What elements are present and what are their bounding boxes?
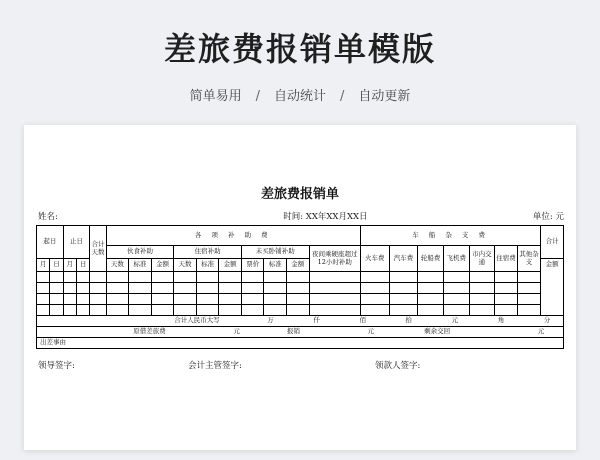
header-total: 合计 bbox=[541, 226, 564, 259]
template-preview-card bbox=[24, 125, 576, 450]
table-row bbox=[37, 283, 564, 294]
refund-yuan: 元 bbox=[537, 327, 545, 336]
rmb-total-label: 合计人民币大写 bbox=[174, 316, 220, 325]
header-ship: 轮船费 bbox=[418, 246, 444, 272]
header-total-days: 合计天数 bbox=[90, 226, 106, 272]
purpose-label: 出差事由 bbox=[37, 338, 564, 349]
header-bus: 汽车费 bbox=[389, 246, 418, 272]
header-plane: 飞机费 bbox=[443, 246, 469, 272]
purpose-row bbox=[37, 338, 564, 349]
unit-wan: 万 bbox=[267, 316, 274, 325]
table-row bbox=[37, 272, 564, 283]
header-lodging: 住宿补助 bbox=[174, 246, 242, 259]
header-sleeper: 未买卧铺补助 bbox=[241, 246, 309, 259]
header-ship-car: 车 船 杂 支 费 bbox=[360, 226, 540, 246]
table-row bbox=[37, 294, 564, 305]
advance-yuan: 元 bbox=[233, 327, 240, 336]
unit-label: 单位: 元 bbox=[532, 212, 564, 222]
name-label: 姓名: bbox=[38, 212, 58, 222]
tagline-separator: / bbox=[340, 89, 345, 104]
header-meal-standard: 标准 bbox=[129, 259, 152, 272]
expense-table bbox=[36, 225, 564, 349]
unit-jiao: 角 bbox=[497, 316, 505, 325]
header-train: 火车费 bbox=[360, 246, 389, 272]
header-misc: 其他杂支 bbox=[517, 246, 541, 272]
header-hotel: 住宿费 bbox=[495, 246, 518, 272]
header-end: 止日 bbox=[63, 226, 90, 259]
unit-qian: 仟 bbox=[313, 316, 320, 325]
unit-yuan: 元 bbox=[451, 316, 459, 325]
accountant-signature-label: 会计主管签字: bbox=[188, 361, 242, 371]
unit-shi: 拾 bbox=[405, 316, 413, 325]
tagline-easy: 简单易用 bbox=[189, 89, 242, 104]
header-start: 起日 bbox=[37, 226, 64, 259]
header-sleeper-ticket: 票价 bbox=[241, 259, 264, 272]
leader-signature-label: 领导签字: bbox=[38, 361, 75, 371]
tagline-auto-update: 自动更新 bbox=[358, 89, 411, 104]
form-title: 差旅费报销单 bbox=[260, 187, 339, 202]
header-lodging-days: 天数 bbox=[174, 259, 197, 272]
header-meal: 伙食补助 bbox=[106, 246, 174, 259]
header-lodging-standard: 标准 bbox=[196, 259, 219, 272]
refund-label: 剩余交回 bbox=[424, 327, 451, 336]
page-title: 差旅费报销单模版 bbox=[163, 30, 436, 68]
form-info-row bbox=[36, 210, 564, 222]
time-label: 时间: XX年XX月XX日 bbox=[283, 212, 368, 222]
header-total-amount: 金额 bbox=[541, 259, 564, 316]
reimburse-yuan: 元 bbox=[367, 327, 375, 336]
rmb-total-row bbox=[37, 316, 564, 327]
reimburse-label: 报销 bbox=[286, 327, 300, 336]
receiver-signature-label: 领款人签字: bbox=[375, 361, 421, 371]
expense-form bbox=[36, 183, 564, 371]
advance-label: 原借差旅费 bbox=[133, 327, 166, 336]
header-end-day: 日 bbox=[76, 259, 89, 272]
header-night-ride: 夜间乘硬座超过12小时补助 bbox=[309, 246, 360, 272]
tagline-separator: / bbox=[255, 89, 260, 104]
tagline-auto-stat: 自动统计 bbox=[273, 89, 326, 104]
header-sleeper-amount: 金额 bbox=[287, 259, 310, 272]
header-lodging-amount: 金额 bbox=[219, 259, 242, 272]
table-row bbox=[37, 305, 564, 316]
header-meal-amount: 金额 bbox=[151, 259, 174, 272]
header-end-month: 月 bbox=[63, 259, 76, 272]
header-sleeper-standard: 标准 bbox=[264, 259, 287, 272]
unit-bai: 佰 bbox=[359, 316, 366, 325]
header-city-transport: 市内交通 bbox=[469, 246, 495, 272]
header-subsidies: 各 项 补 助 费 bbox=[106, 226, 360, 246]
unit-fen: 分 bbox=[543, 316, 551, 325]
header-start-month: 月 bbox=[37, 259, 50, 272]
tagline bbox=[0, 85, 600, 104]
header-meal-days: 天数 bbox=[106, 259, 129, 272]
advance-row bbox=[37, 327, 564, 338]
header-start-day: 日 bbox=[50, 259, 63, 272]
signature-row bbox=[36, 359, 564, 371]
